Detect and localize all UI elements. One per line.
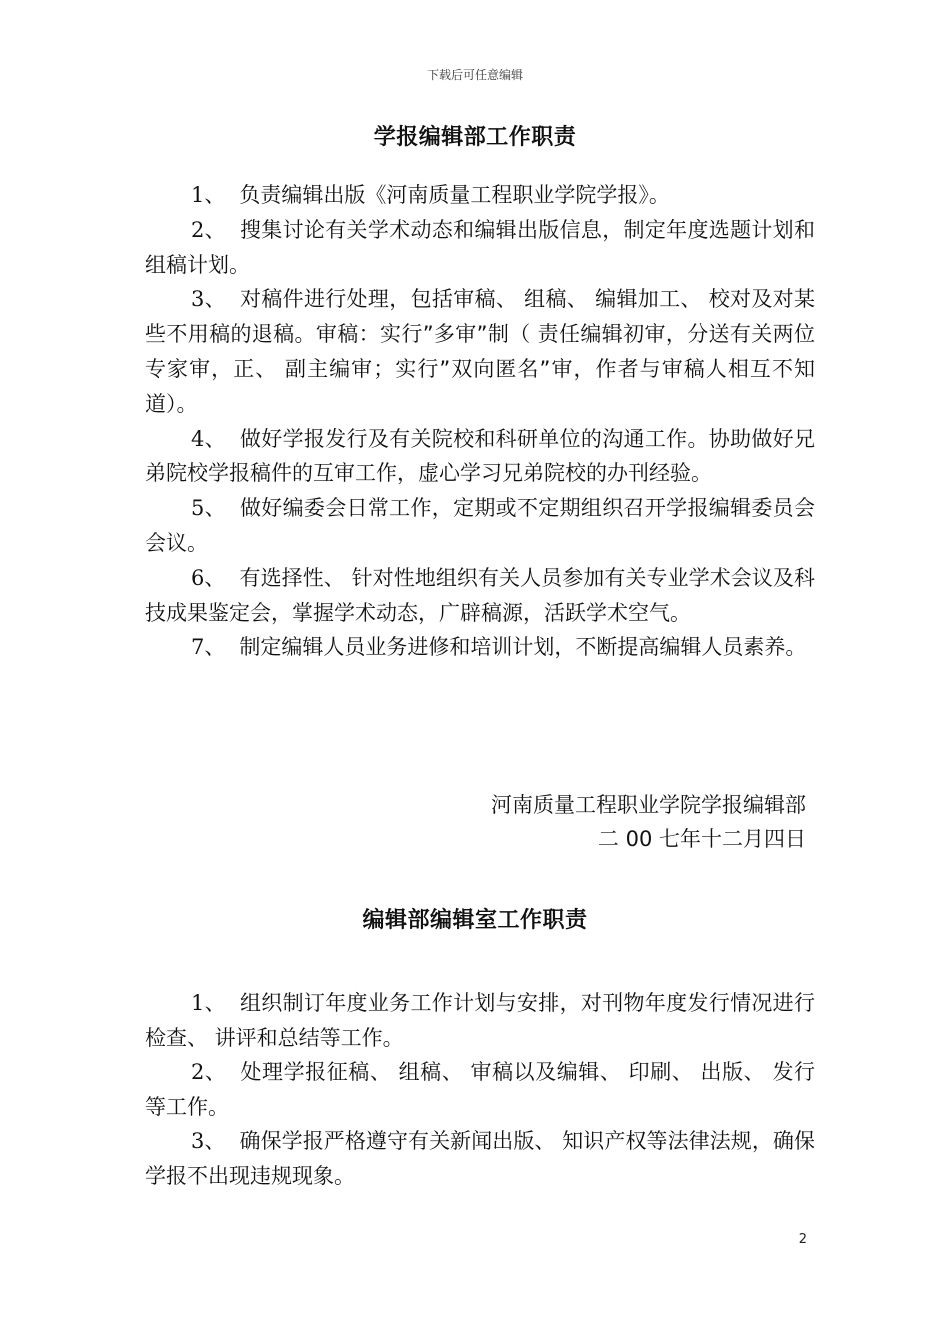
duty-item-3	[145, 282, 815, 421]
office-duty-item-3	[145, 1124, 815, 1193]
item-number: 1、	[191, 991, 226, 1015]
duty-item-5	[145, 491, 815, 561]
item-text: 组织制订年度业务工作计划与安排，对刊物年度发行情况进行检查、 讲评和总结等工作。	[145, 991, 815, 1050]
item-text: 做好学报发行及有关院校和科研单位的沟通工作。协助做好兄弟院校学报稿件的互审工作，虚心学习兄弟院校的办刊经验。	[145, 426, 815, 486]
item-text: 确保学报严格遵守有关新闻出版、 知识产权等法律法规，确保学报不出现违规现象。	[145, 1129, 815, 1188]
item-number: 2、	[191, 1060, 227, 1084]
duty-item-7	[145, 630, 815, 665]
item-number: 1、	[191, 183, 226, 207]
item-number: 6、	[191, 565, 226, 590]
item-text: 做好编委会日常工作，定期或不定期组织召开学报编辑委员会会议。	[145, 496, 815, 555]
page-number: 2	[798, 1232, 807, 1247]
item-text: 制定编辑人员业务进修和培训计划，不断提高编辑人员素养。	[239, 635, 807, 660]
item-number: 7、	[191, 635, 226, 660]
signature-org: 河南质量工程职业学院学报编辑部	[491, 793, 806, 817]
item-number: 3、	[191, 287, 227, 312]
item-text: 对稿件进行处理，包括审稿、 组稿、 编辑加工、 校对及对某些不用稿的退稿。审稿：实行”多审”制（ 责任编辑初审，分送有关两位专家审，正、 副主编审；实行”双向匿名”审，作者与审稿人相互不知道）。	[145, 287, 815, 416]
signature-block	[491, 788, 806, 856]
section-title-duties: 学报编辑部工作职责	[373, 125, 577, 150]
item-text: 负责编辑出版《河南质量工程职业学院学报》。	[239, 183, 670, 207]
office-duty-item-2	[145, 1055, 815, 1124]
duty-item-1	[145, 178, 815, 213]
office-duty-item-1	[145, 986, 815, 1055]
duty-item-6	[145, 561, 815, 631]
item-text: 有选择性、 针对性地组织有关人员参加有关专业学术会议及科技成果鉴定会，掌握学术动态，广辟稿源，活跃学术空气。	[145, 565, 815, 625]
item-text: 搜集讨论有关学术动态和编辑出版信息，制定年度选题计划和组稿计划。	[145, 217, 815, 277]
item-number: 4、	[191, 426, 226, 451]
item-number: 5、	[191, 496, 226, 521]
signature-date: 二 00 七年十二月四日	[597, 827, 806, 851]
duty-item-4	[145, 422, 815, 492]
section-office-duties-list	[145, 986, 815, 1193]
page-header: 下载后可任意编辑	[426, 68, 523, 82]
section-duties-list	[145, 178, 815, 665]
duty-item-2	[145, 213, 815, 283]
item-text: 处理学报征稿、 组稿、 审稿以及编辑、 印刷、 出版、 发行等工作。	[145, 1060, 815, 1119]
item-number: 2、	[191, 217, 226, 242]
section-title-office-duties: 编辑部编辑室工作职责	[362, 908, 588, 933]
item-number: 3、	[191, 1129, 226, 1153]
